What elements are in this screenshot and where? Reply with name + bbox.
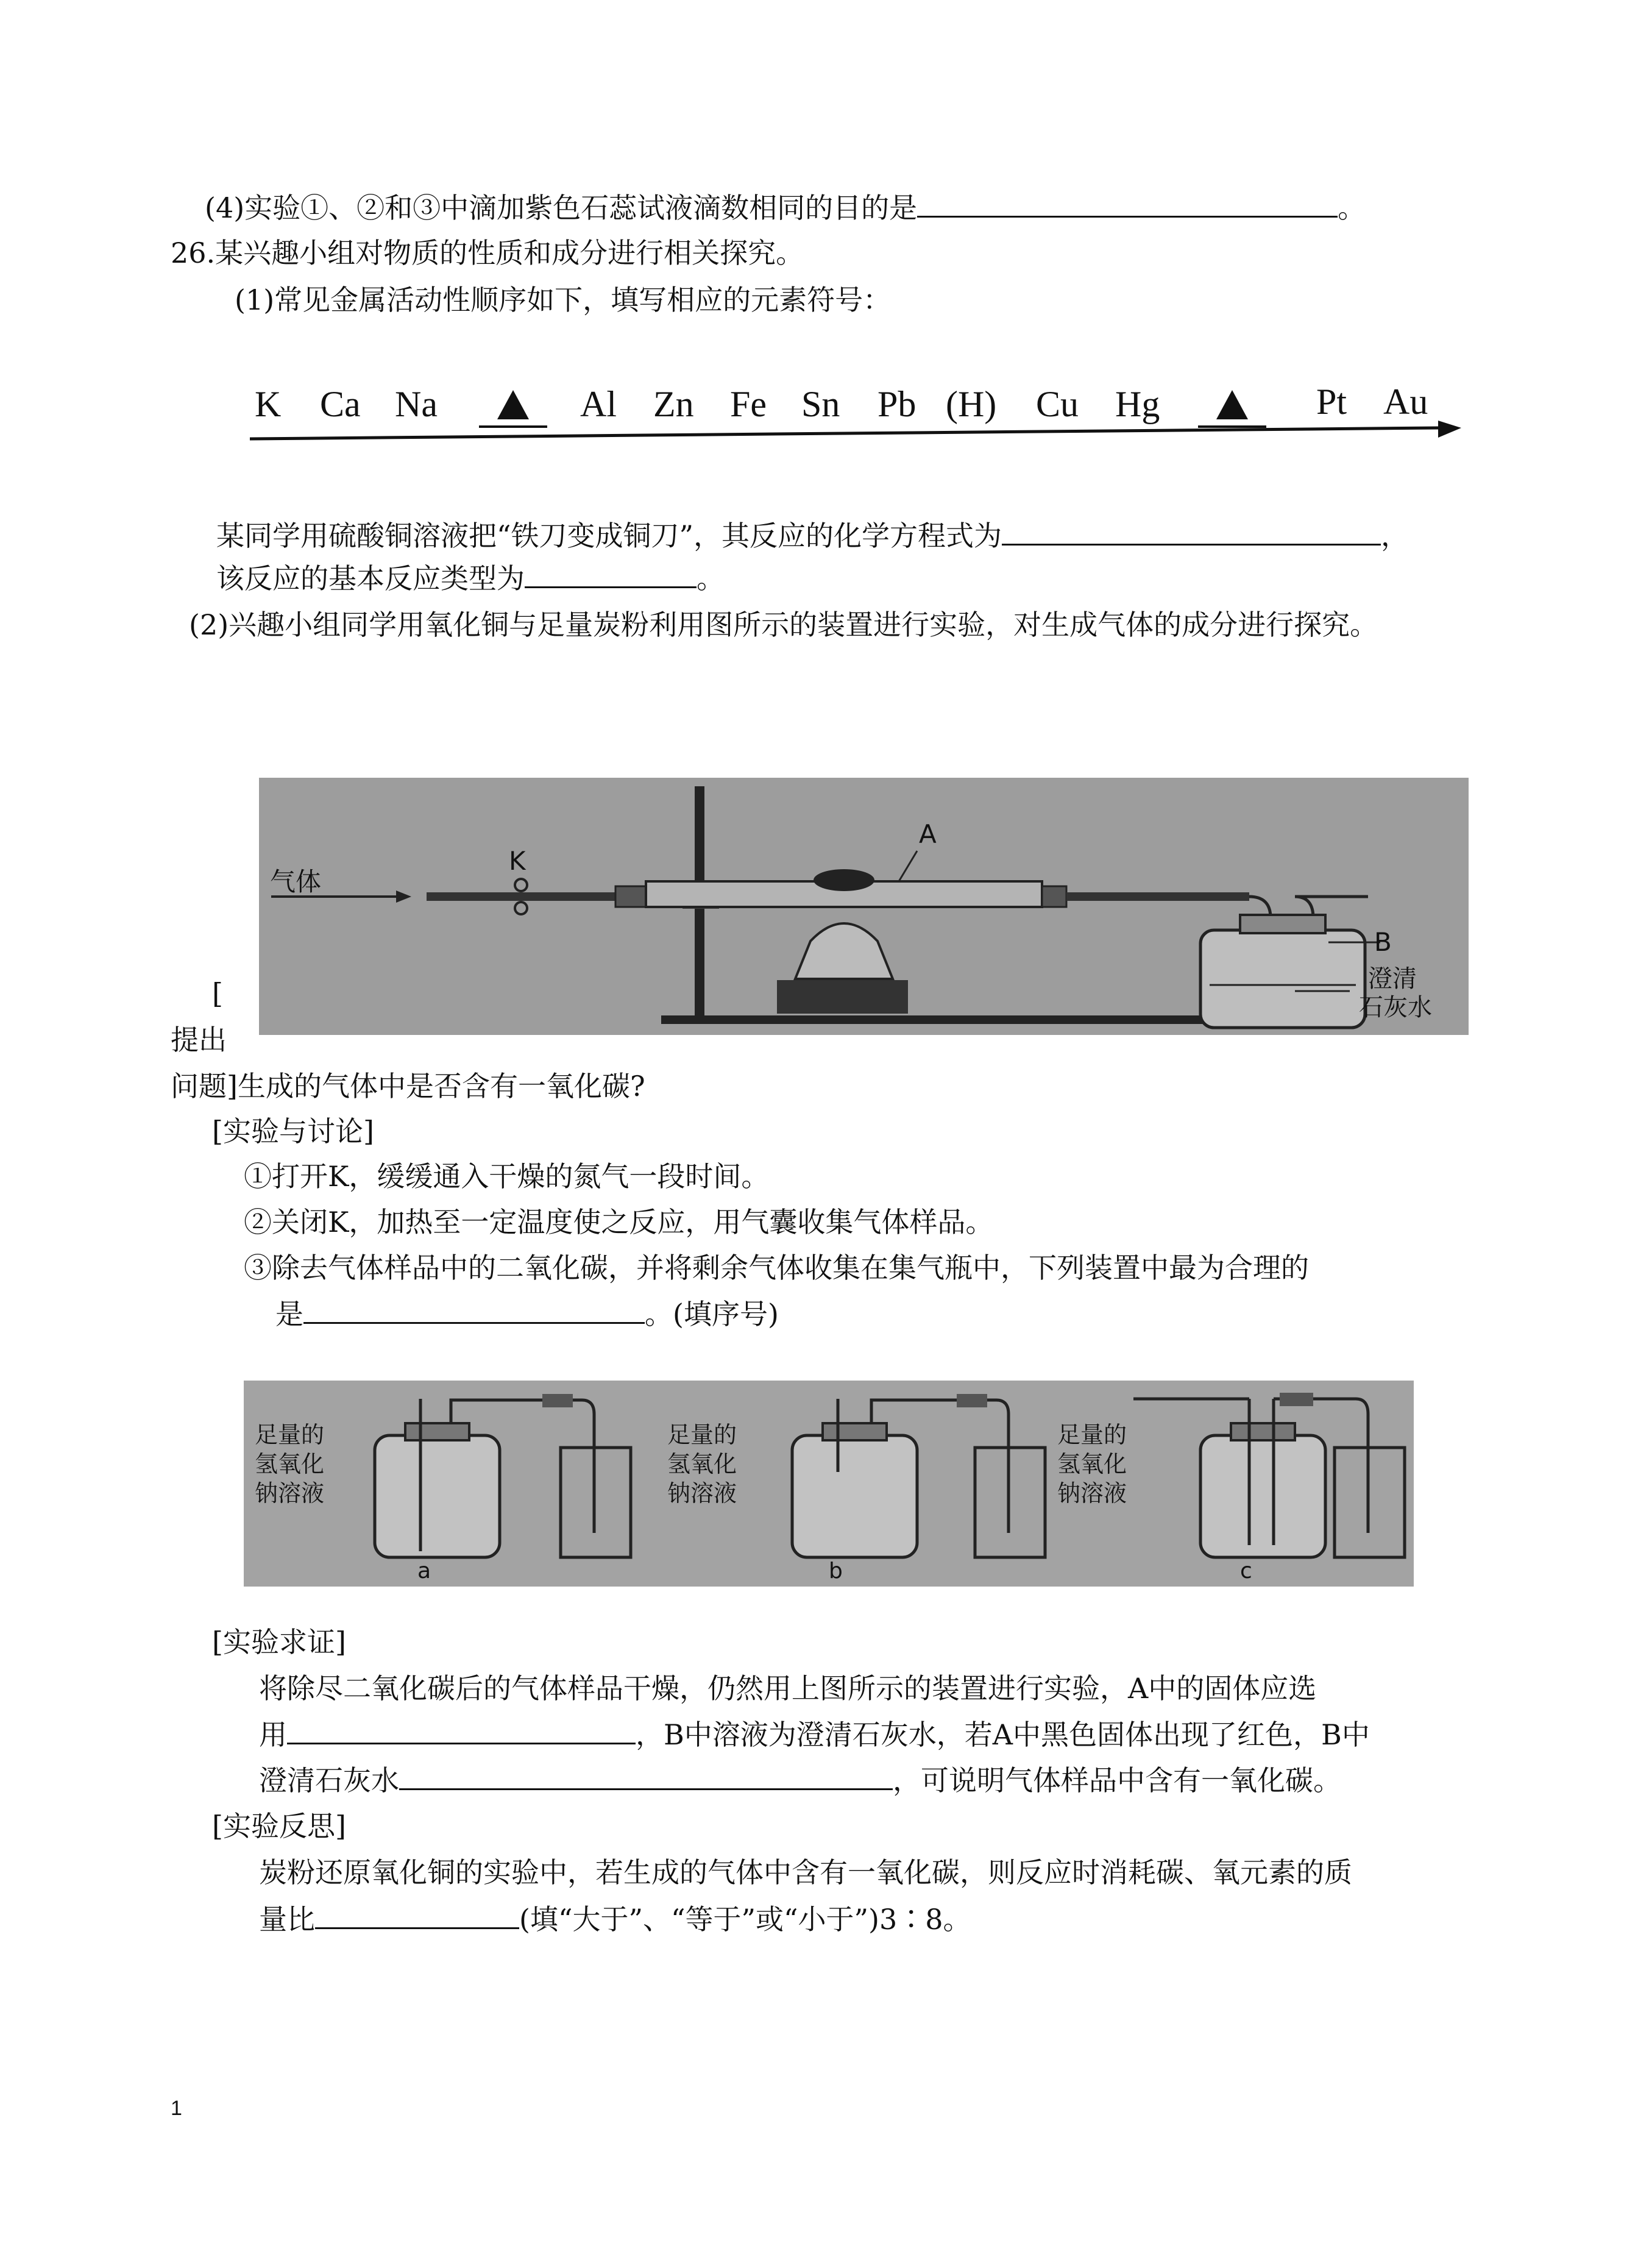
apparatus-options-figure (244, 1381, 1414, 1587)
naoh-label-a: 钠溶液 (255, 1480, 325, 1507)
element-symbol: Cu (1036, 384, 1079, 424)
verify-line-3: 澄清石灰水 ，可说明气体样品中含有一氧化碳。 (259, 1761, 1341, 1799)
limewater-label: 石灰水 (1359, 994, 1432, 1022)
element-symbol: Fe (730, 384, 767, 424)
q25-4-line: (4)实验①、②和③中滴加紫色石蕊试液滴数相同的目的是 。 (205, 189, 1366, 226)
answer-blank[interactable] (315, 1900, 519, 1929)
element-symbol: Na (395, 384, 438, 424)
step-2: ②关闭K，加热至一定温度使之反应，用气囊收集气体样品。 (244, 1206, 994, 1239)
blank-triangle-icon (1216, 390, 1248, 419)
element-symbol: Pt (1316, 382, 1347, 422)
clamp-k-label: K (509, 846, 526, 876)
answer-blank[interactable] (525, 560, 697, 588)
step-1: ①打开K，缓缓通入干燥的氮气一段时间。 (244, 1160, 770, 1193)
answer-blank[interactable] (303, 1295, 645, 1324)
element-symbol: (H) (946, 384, 997, 424)
blank-triangle-icon (497, 390, 529, 419)
reflect-line-2: 量比 (填“大于”、“等于”或“小于”)3∶8。 (259, 1900, 971, 1938)
q26-reaction-type-line: 该反应的基本反应类型为 。 (216, 560, 725, 597)
page-number: 1 (171, 2097, 182, 2120)
reflect-line-1: 炭粉还原氧化铜的实验中，若生成的气体中含有一氧化碳，则反应时消耗碳、氧元素的质 (259, 1856, 1352, 1889)
naoh-label-b: 钠溶液 (667, 1480, 737, 1507)
step-3: ③除去气体样品中的二氧化碳，并将剩余气体收集在集气瓶中，下列装置中最为合理的 (244, 1251, 1309, 1284)
q26-part2-intro: (2)兴趣小组同学用氧化铜与足量炭粉利用图所示的装置进行实验，对生成气体的成分进行探究。 (189, 608, 1378, 641)
element-symbol: Zn (653, 384, 694, 424)
answer-blank[interactable] (287, 1716, 636, 1744)
q26-part1-intro: (1)常见金属活动性顺序如下，填写相应的元素符号： (235, 283, 892, 316)
gas-label: 气体 (270, 867, 322, 897)
section-experiment-discussion: [实验与讨论] (212, 1115, 374, 1148)
limewater-label: 澄清 (1368, 965, 1417, 993)
element-symbol: Au (1383, 382, 1428, 422)
section-reflection: [实验反思] (212, 1810, 346, 1843)
answer-blank[interactable] (399, 1761, 893, 1790)
ask-bracket: [ (212, 977, 223, 1010)
verify-line-2: 用 ，B中溶液为澄清石灰水，若A中黑色固体出现了红色，B中 (259, 1716, 1370, 1753)
naoh-label-b: 足量的 (667, 1421, 737, 1448)
naoh-label-b: 氢氧化 (667, 1451, 737, 1477)
element-symbol: Ca (320, 384, 361, 424)
naoh-label-a: 氢氧化 (255, 1451, 325, 1477)
naoh-label-c: 氢氧化 (1057, 1451, 1127, 1477)
naoh-label-a: 足量的 (255, 1421, 325, 1448)
apparatus-figure (259, 778, 1469, 1035)
element-symbol: Al (580, 384, 617, 424)
option-c-label: c (1240, 1559, 1252, 1584)
option-a-label: a (417, 1559, 431, 1584)
element-symbol: Sn (801, 384, 840, 424)
answer-blank[interactable] (917, 189, 1338, 218)
tube-a-label: A (919, 819, 937, 849)
naoh-label-c: 钠溶液 (1057, 1480, 1127, 1507)
naoh-label-c: 足量的 (1057, 1421, 1127, 1448)
element-symbol: Pb (878, 384, 916, 424)
question-26-title: 26.某兴趣小组对物质的性质和成分进行相关探究。 (171, 236, 804, 269)
q26-equation-line: 某同学用硫酸铜溶液把“铁刀变成铜刀”，其反应的化学方程式为 ， (216, 517, 1409, 554)
activity-arrow-icon (250, 421, 1462, 445)
step-3-answer-line: 是 。(填序号) (275, 1295, 779, 1332)
element-symbol: Hg (1115, 384, 1160, 424)
bottle-b-label: B (1374, 927, 1392, 957)
section-verification: [实验求证] (212, 1626, 346, 1658)
ask-heading: 提出 (171, 1023, 227, 1056)
verify-line-1: 将除尽二氧化碳后的气体样品干燥，仍然用上图所示的装置进行实验，A中的固体应选 (259, 1672, 1317, 1705)
option-b-label: b (829, 1559, 843, 1584)
answer-blank[interactable] (1002, 517, 1381, 546)
element-symbol: K (255, 384, 282, 424)
ask-question: 问题]生成的气体中是否含有一氧化碳? (171, 1070, 645, 1103)
